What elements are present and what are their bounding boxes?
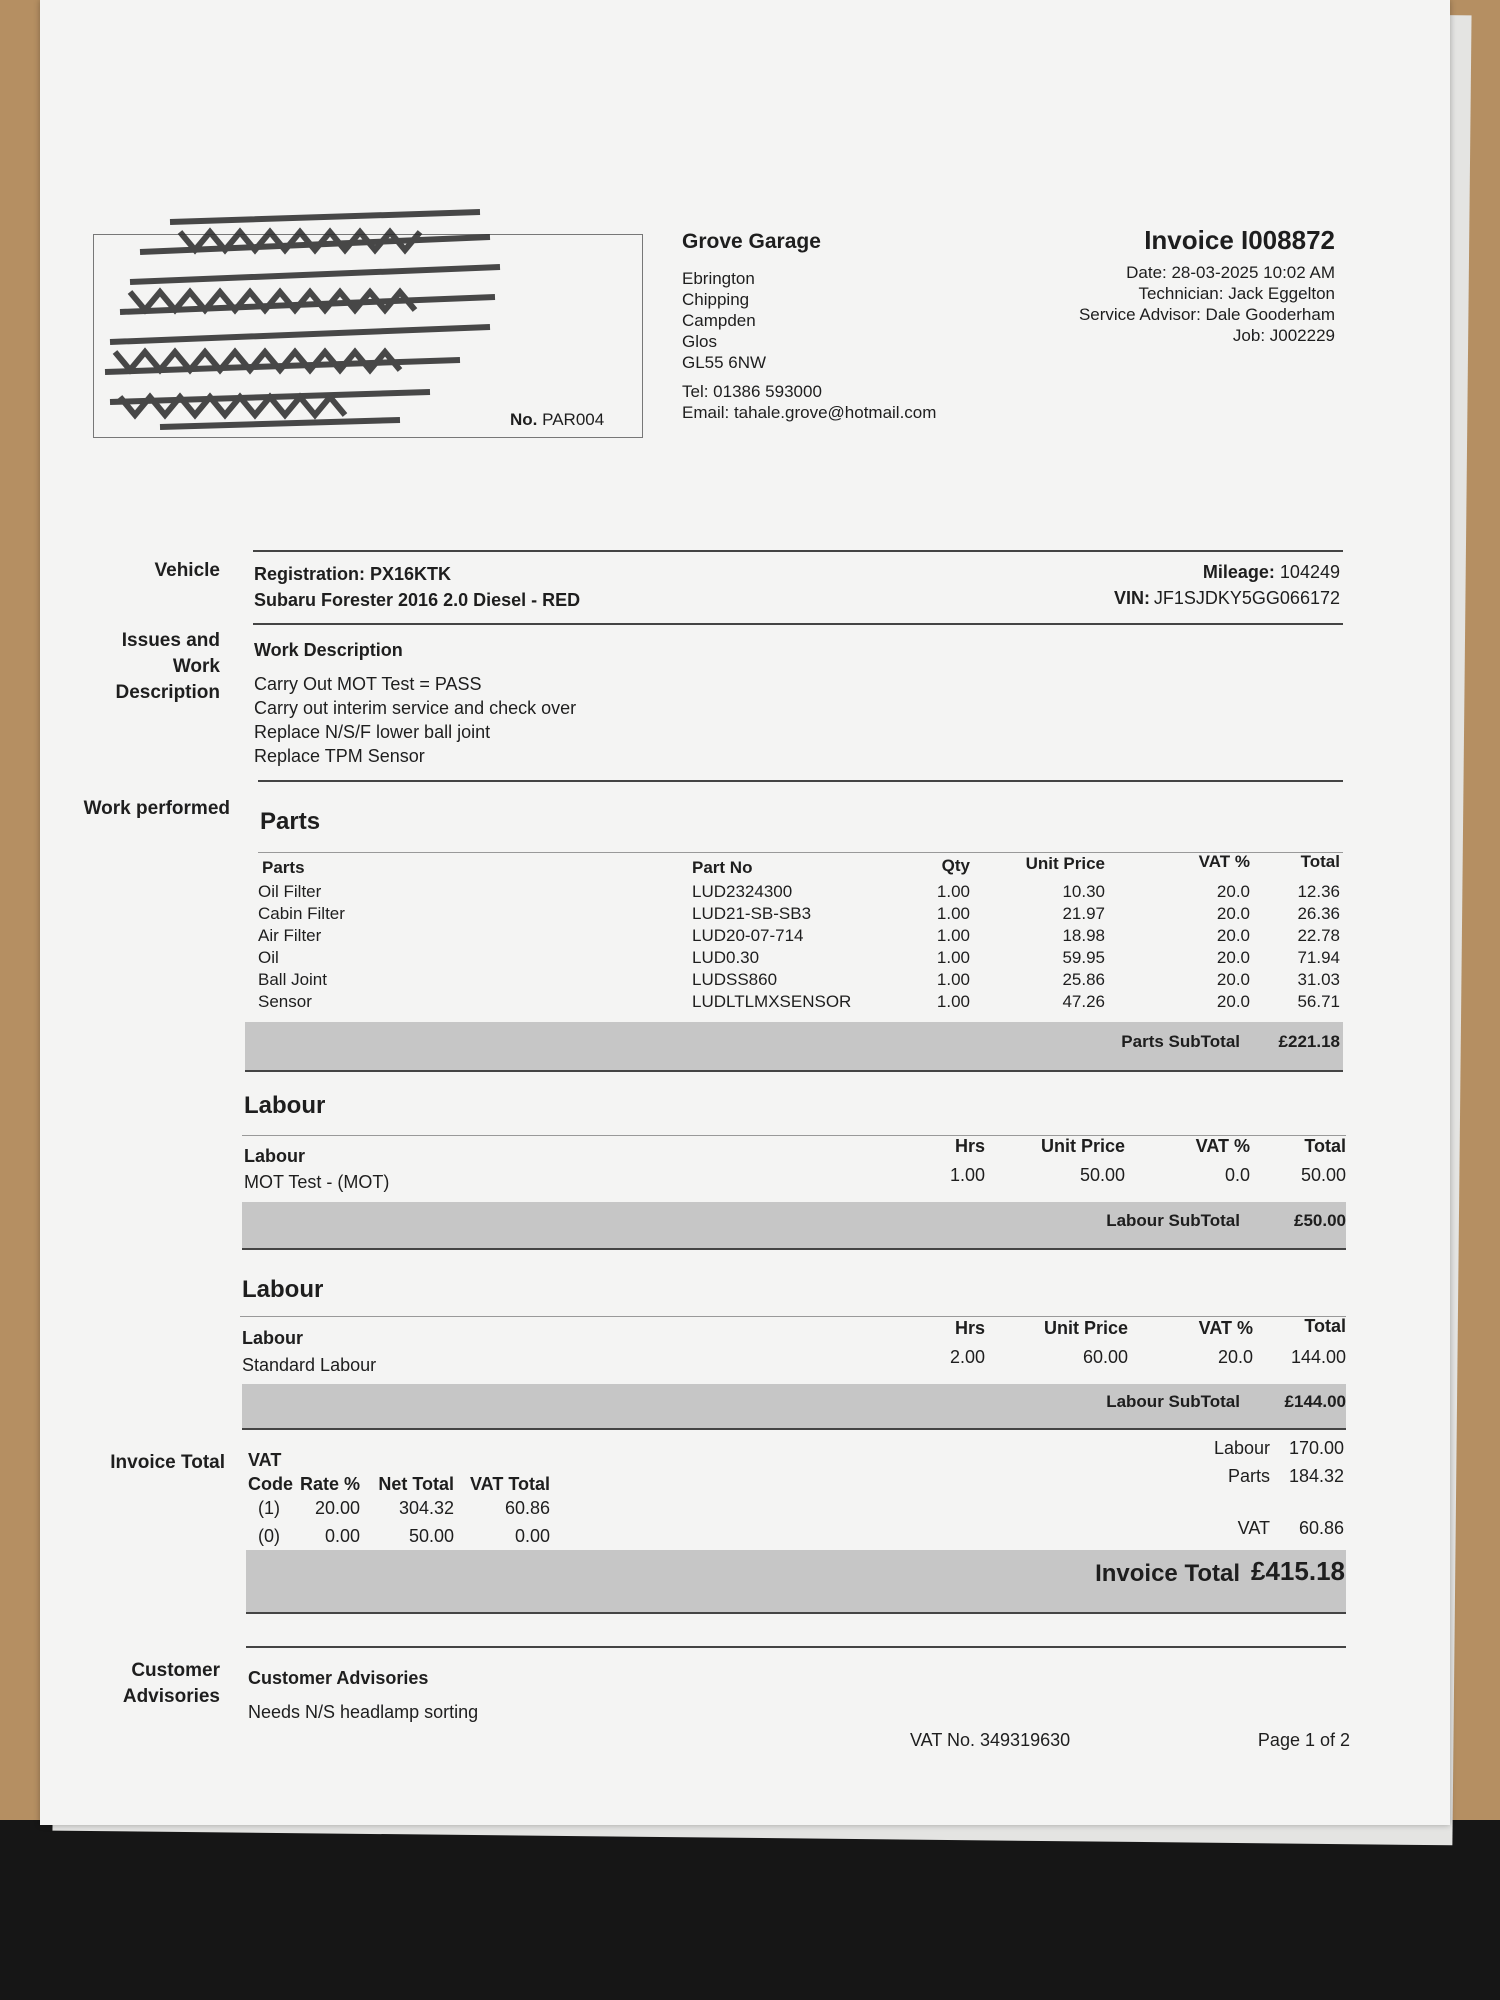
- part-total: 31.03: [1297, 970, 1340, 989]
- labour1-total: 50.00: [1300, 1165, 1346, 1185]
- work-line: Carry Out MOT Test = PASS: [254, 674, 482, 694]
- invoice-advisor: Service Advisor: Dale Gooderham: [1078, 305, 1335, 324]
- part-unit-price: 10.30: [1062, 882, 1105, 901]
- customer-no: [510, 410, 604, 430]
- vat-rate: 0.00: [324, 1526, 360, 1546]
- parts-header-vat: VAT %: [1198, 852, 1250, 871]
- divider: [240, 1316, 1346, 1317]
- divider: [245, 1070, 1343, 1072]
- garage-tel: Tel: 01386 593000: [682, 382, 822, 401]
- part-qty: 1.00: [936, 992, 970, 1011]
- parts-header-qty: Qty: [941, 856, 970, 875]
- customer-advisories-label: Customer Advisories: [122, 1660, 220, 1707]
- vin-label: VIN:: [1114, 588, 1150, 608]
- garage-address-line: GL55 6NW: [682, 353, 767, 372]
- labour2-subtotal-label: Labour SubTotal: [1106, 1392, 1240, 1411]
- divider: [242, 1248, 1346, 1250]
- invoice-total-value: £415.18: [1251, 1556, 1345, 1586]
- summary-value: 170.00: [1288, 1438, 1344, 1458]
- labour1-header-hrs: Hrs: [954, 1136, 985, 1156]
- summary-value: 184.32: [1288, 1466, 1344, 1486]
- vat-header-rate: Rate %: [299, 1474, 360, 1494]
- part-total: 56.71: [1297, 992, 1340, 1011]
- part-vat: 20.0: [1216, 904, 1250, 923]
- labour1-subtotal-value: £50.00: [1294, 1211, 1346, 1230]
- parts-header-name: Parts: [262, 858, 305, 877]
- labour2-total: 144.00: [1290, 1347, 1346, 1367]
- vat-rate: 20.00: [314, 1498, 360, 1518]
- labour1-header-total: Total: [1304, 1136, 1346, 1156]
- divider: [246, 1646, 1346, 1648]
- labour1-unit-price: 50.00: [1079, 1165, 1125, 1185]
- invoice-header: [940, 225, 1335, 346]
- part-unit-price: 21.97: [1062, 904, 1105, 923]
- vat-net-total: 50.00: [408, 1526, 454, 1546]
- part-number: LUD20-07-714: [692, 926, 804, 945]
- part-vat: 20.0: [1216, 992, 1250, 1011]
- labour2-header-total: Total: [1304, 1316, 1346, 1336]
- labour2-hrs: 2.00: [949, 1347, 985, 1367]
- vehicle-registration: Registration: PX16KTK: [254, 564, 452, 584]
- vat-code: (0): [258, 1526, 280, 1546]
- labour2-header-vat: VAT %: [1198, 1318, 1253, 1338]
- work-line: Replace TPM Sensor: [254, 746, 425, 766]
- labour2-vat: 20.0: [1217, 1347, 1253, 1367]
- part-qty: 1.00: [936, 970, 970, 989]
- customer-no-label: No.: [510, 410, 538, 429]
- part-number: LUD21-SB-SB3: [692, 904, 812, 923]
- invoice-title: Invoice I008872: [1144, 225, 1335, 255]
- summary-label: Labour: [1213, 1438, 1270, 1458]
- part-vat: 20.0: [1216, 970, 1250, 989]
- garage-name: Grove Garage: [682, 230, 821, 253]
- summary-label: VAT: [1237, 1518, 1270, 1538]
- labour2-description: Standard Labour: [242, 1355, 377, 1375]
- vat-heading: VAT: [248, 1450, 282, 1470]
- part-name: Oil Filter: [258, 882, 322, 901]
- part-name: Sensor: [258, 992, 312, 1011]
- garage-address-line: Glos: [682, 332, 717, 351]
- labour1-hrs: 1.00: [949, 1165, 985, 1185]
- work-description-heading: Work Description: [254, 640, 403, 660]
- vehicle-label: Vehicle: [154, 560, 220, 581]
- customer-no-value: PAR004: [542, 410, 605, 429]
- labour1-title: Labour: [244, 1092, 326, 1119]
- summary-label: Parts: [1227, 1466, 1270, 1486]
- vat-code: (1): [258, 1498, 280, 1518]
- part-total: 22.78: [1297, 926, 1340, 945]
- labour1-vat: 0.0: [1224, 1165, 1250, 1185]
- divider: [258, 780, 1343, 782]
- part-qty: 1.00: [936, 948, 970, 967]
- part-number: LUDSS860: [692, 970, 778, 989]
- issues-work-label: Issues and Work Description: [115, 630, 220, 703]
- page-number: Page 1 of 2: [1257, 1730, 1350, 1750]
- parts-header-partno: Part No: [692, 858, 753, 877]
- work-line: Replace N/S/F lower ball joint: [254, 722, 491, 742]
- labour1-description: MOT Test - (MOT): [244, 1172, 390, 1192]
- labour2-title: Labour: [242, 1276, 324, 1303]
- vat-header-code: Code: [248, 1474, 293, 1494]
- work-performed-label: Work performed: [83, 798, 230, 819]
- part-total: 71.94: [1297, 948, 1340, 967]
- labour2-header-hrs: Hrs: [954, 1318, 985, 1338]
- part-qty: 1.00: [936, 904, 970, 923]
- vehicle-mileage: [1040, 562, 1340, 583]
- table-surface-dark: [0, 1820, 1500, 2000]
- part-unit-price: 25.86: [1062, 970, 1105, 989]
- divider: [242, 1428, 1346, 1430]
- divider: [253, 550, 1343, 552]
- mileage-value: 104249: [1279, 562, 1340, 582]
- part-qty: 1.00: [936, 926, 970, 945]
- part-qty: 1.00: [936, 882, 970, 901]
- garage-email: Email: tahale.grove@hotmail.com: [682, 403, 937, 422]
- vat-header-vat-total: VAT Total: [470, 1474, 550, 1494]
- invoice-date: Date: 28-03-2025 10:02 AM: [1126, 263, 1335, 282]
- part-total: 26.36: [1297, 904, 1340, 923]
- parts-header-unit-price: Unit Price: [1025, 854, 1105, 873]
- parts-subtotal-value: £221.18: [1278, 1032, 1340, 1051]
- part-name: Oil: [258, 948, 279, 967]
- labour2-unit-price: 60.00: [1082, 1347, 1128, 1367]
- part-total: 12.36: [1297, 882, 1340, 901]
- part-number: LUD0.30: [692, 948, 760, 967]
- parts-title: Parts: [260, 808, 321, 835]
- parts-header-total: Total: [1300, 852, 1340, 871]
- invoice-sheet: [40, 0, 1450, 1825]
- part-unit-price: 47.26: [1062, 992, 1105, 1011]
- part-name: Ball Joint: [258, 970, 327, 989]
- part-unit-price: 18.98: [1062, 926, 1105, 945]
- garage-address-line: Ebrington: [682, 269, 755, 288]
- divider: [246, 1612, 1346, 1614]
- work-description-list: [254, 672, 576, 768]
- vat-net-total: 304.32: [398, 1498, 454, 1518]
- garage-address: [682, 268, 936, 423]
- part-name: Cabin Filter: [258, 904, 345, 923]
- labour1-subtotal-label: Labour SubTotal: [1106, 1211, 1240, 1230]
- parts-subtotal-label: Parts SubTotal: [1121, 1032, 1240, 1051]
- work-line: Carry out interim service and check over: [254, 698, 577, 718]
- vin-value: JF1SJDKY5GG066172: [1153, 588, 1340, 608]
- invoice-total-section-label: Invoice Total: [110, 1452, 225, 1473]
- invoice-total-label: Invoice Total: [1095, 1560, 1240, 1587]
- vat-total: 60.86: [504, 1498, 550, 1518]
- invoice-job: Job: J002229: [1232, 326, 1335, 345]
- part-name: Air Filter: [258, 926, 322, 945]
- labour2-header-unit-price: Unit Price: [1043, 1318, 1128, 1338]
- redaction-scribble-icon: [100, 192, 520, 432]
- labour2-header-name: Labour: [242, 1328, 303, 1348]
- mileage-label: Mileage:: [1202, 562, 1275, 582]
- part-vat: 20.0: [1216, 926, 1250, 945]
- garage-address-line: Chipping: [682, 290, 750, 309]
- labour1-header-vat: VAT %: [1195, 1136, 1250, 1156]
- part-unit-price: 59.95: [1062, 948, 1105, 967]
- part-number: LUD2324300: [692, 882, 793, 901]
- labour2-subtotal-value: £144.00: [1284, 1392, 1346, 1411]
- invoice-technician: Technician: Jack Eggelton: [1138, 284, 1335, 303]
- vat-number: VAT No. 349319630: [910, 1730, 1071, 1750]
- part-vat: 20.0: [1216, 948, 1250, 967]
- customer-advisories-heading: Customer Advisories: [248, 1668, 429, 1688]
- vat-total: 0.00: [514, 1526, 550, 1546]
- summary-value: 60.86: [1298, 1518, 1344, 1538]
- vat-header-net: Net Total: [378, 1474, 454, 1494]
- labour1-header-name: Labour: [244, 1146, 305, 1166]
- vehicle-description: Subaru Forester 2016 2.0 Diesel - RED: [254, 590, 581, 610]
- labour1-header-unit-price: Unit Price: [1040, 1136, 1125, 1156]
- part-number: LUDLTLMXSENSOR: [692, 992, 852, 1011]
- divider: [253, 623, 1343, 625]
- garage-address-line: Campden: [682, 311, 756, 330]
- customer-advisories-text: Needs N/S headlamp sorting: [248, 1702, 479, 1722]
- part-vat: 20.0: [1216, 882, 1250, 901]
